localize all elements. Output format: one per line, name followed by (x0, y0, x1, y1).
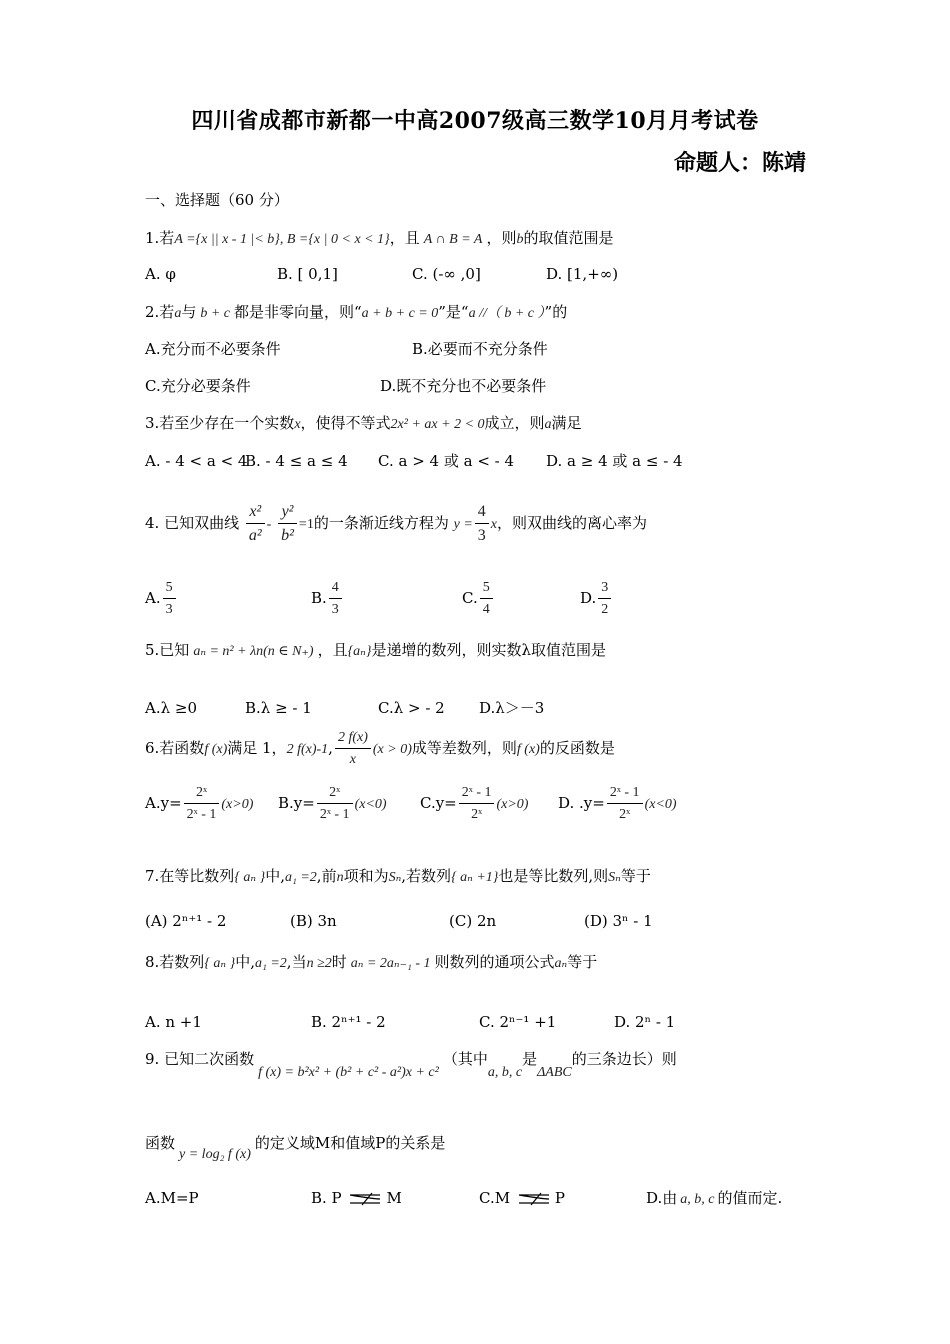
q4-part-2: 的一条渐近线方程为 (313, 514, 449, 532)
q2-option-b: B.必要而不充分条件 (412, 340, 548, 358)
q6-part-2: 满足 1， (227, 739, 287, 757)
q2-option-a: A.充分而不必要条件 (145, 340, 281, 358)
q8-an: aₙ (554, 956, 568, 971)
q6-frac: $\frac{2 f(x)}{x}$ (335, 731, 371, 767)
q5-option-d: D.λ＞－3 (479, 699, 545, 717)
q5-part-1: 5.已知 (145, 641, 190, 659)
q3-option-c: C. a > 4 或 a < - 4 (378, 452, 515, 470)
q4-eq: =1 (298, 517, 314, 532)
q9-log: y = log₂ f (x) (179, 1147, 251, 1162)
q5-part-2: ，且 (317, 641, 348, 659)
q7-option-b: (B) 3n (290, 912, 337, 930)
q5-part-3: 是递增的数列，则实数λ取值范围是 (371, 641, 606, 659)
q6-part-4: 的反函数是 (539, 739, 615, 757)
q5-option-c: C.λ > - 2 (378, 699, 445, 717)
q8-part-1: 8.若数列 (145, 953, 205, 971)
q8-seq: { aₙ } (204, 956, 236, 971)
q3-option-b: B. - 4 ≤ a ≤ 4 (245, 452, 348, 470)
q2-bc: b + c (200, 306, 230, 321)
q7-part-5: ,若数列 (401, 867, 452, 885)
q7-s: Sₙ (388, 870, 402, 885)
q9-part-6: 的定义域M和值域P的关系是 (254, 1134, 446, 1152)
q8-cond: n ≥2 (306, 956, 332, 971)
q5-formula: aₙ = n² + λn(n ∈ N₊) (193, 644, 314, 659)
q3-part-2: ，使得不等式 (300, 414, 391, 432)
q4-y: y = (453, 517, 473, 532)
q6-f2: f (x) (516, 742, 540, 757)
q2-option-d: D.既不充分也不必要条件 (380, 377, 547, 395)
question-6: 6.若函数f (x)满足 1，2 f(x)-1, $\frac{2 f(x)}{x}$ (x > 0)成等差数列，则f (x)的反函数是 (145, 730, 615, 767)
q9-part-4: 的三条边长）则 (571, 1050, 677, 1068)
q5-option-a: A.λ ≥0 (145, 699, 197, 717)
q1-tail-pre: ，则 (486, 229, 517, 247)
q9-function: f (x) = b²x² + (b² + c² - a²)x + c² (258, 1065, 439, 1080)
q7-seq2: { aₙ +1} (451, 870, 499, 885)
q8-part-3: ,当 (286, 953, 307, 971)
q2-part-4: ”是“ (438, 303, 469, 321)
q7-part-7: 等于 (620, 867, 651, 885)
q3-part-1: 3.若至少存在一个实数 (145, 414, 295, 432)
question-9 (145, 1049, 677, 1080)
q2-part-5: ”的 (544, 303, 568, 321)
q5-seq: {aₙ} (347, 644, 372, 659)
q4-option-b: B. $\frac{4}{3}$ (311, 576, 344, 620)
q9-option-a: A.M=P (145, 1189, 199, 1207)
q7-seq: { aₙ } (234, 870, 266, 885)
q1-option-c: C. (-∞ ,0] (412, 265, 481, 283)
question-3 (145, 413, 582, 435)
question-5 (145, 640, 606, 662)
q2-part-2: 与 (181, 303, 197, 321)
section-heading: 一、选择题（60 分） (145, 191, 289, 209)
q4-option-a: A. $\frac{5}{3}$ (145, 576, 178, 620)
q6-cond: (x > 0) (372, 742, 412, 757)
q6-part-1: 6.若函数 (145, 739, 205, 757)
question-4 (145, 498, 647, 550)
question-9-line-2 (145, 1133, 446, 1162)
q3-part-3: 成立，则 (484, 414, 545, 432)
q8-option-b: B. 2ⁿ⁺¹ - 2 (311, 1013, 386, 1031)
q1-option-b: B. [ 0,1] (277, 265, 338, 283)
q2-a: a (174, 306, 182, 321)
q8-part-5: 则数列的通项公式 (434, 953, 555, 971)
question-1 (145, 228, 613, 250)
q7-part-4: 项和为 (343, 867, 389, 885)
q9-option-d: D.由 a, b, c 的值而定. (646, 1189, 783, 1207)
q5-option-b: B.λ ≥ - 1 (245, 699, 312, 717)
question-7 (145, 866, 651, 888)
q4-part-1: 4. 已知双曲线 (145, 514, 240, 532)
q8-part-2: 中, (235, 953, 255, 971)
q9-option-c: C.M P (479, 1189, 565, 1207)
q4-minus: - (266, 517, 272, 532)
q7-part-3: ,前 (316, 867, 337, 885)
q2-part-1: 2.若 (145, 303, 175, 321)
q6-part-3: 成等差数列，则 (411, 739, 517, 757)
question-8 (145, 952, 597, 974)
q6-term-1: 2 f(x)-1 (286, 742, 329, 757)
q7-s2: Sₙ (608, 870, 621, 885)
q7-part-6: 也是等比数列,则 (498, 867, 609, 885)
q9-part-2: （其中 (442, 1050, 488, 1068)
q3-inequality: 2x² + ax + 2 < 0 (390, 417, 485, 432)
q4-option-d: D. $\frac{3}{2}$ (580, 576, 613, 620)
q7-option-c: (C) 2n (449, 912, 497, 930)
q1-tail: 的取值范围是 (523, 229, 614, 247)
q2-parallel: a //（ b + c ） (468, 306, 545, 321)
q9-triangle: ΔABC (537, 1065, 572, 1080)
q4-option-c: C. $\frac{5}{4}$ (462, 576, 495, 620)
question-2 (145, 302, 567, 324)
q1-condition: A ∩ B = A (423, 232, 483, 247)
exam-title: 四川省成都市新都一中高2007级高三数学10月月考试卷 (191, 108, 759, 134)
q4-frac-slope: $\frac{4}{3}$ (475, 504, 489, 544)
q3-option-a: A. - 4 < a < 4 (145, 452, 248, 470)
q8-recurrence: aₙ = 2aₙ₋₁ - 1 (350, 956, 431, 971)
q9-part-1: 9. 已知二次函数 (145, 1050, 255, 1068)
author-line: 命题人：陈靖 (673, 150, 806, 176)
q9-option-b: B. P M (311, 1189, 402, 1207)
proper-superset-icon (346, 1192, 386, 1206)
q7-a1: a₁ =2 (284, 870, 317, 885)
q8-part-6: 等于 (567, 953, 598, 971)
q2-part-3: 都是非零向量，则“ (234, 303, 362, 321)
q6-f: f (x) (204, 742, 228, 757)
q1-set-a: A ={x || x - 1 |< b}, B ={x | 0 < x < 1} (174, 232, 390, 247)
q3-part-4: 满足 (551, 414, 582, 432)
q3-option-d: D. a ≥ 4 或 a ≤ - 4 (546, 452, 683, 470)
q7-option-d: (D) 3ⁿ - 1 (584, 912, 653, 930)
q7-n: n (336, 870, 344, 885)
q1-option-d: D. [1,+∞) (546, 265, 619, 283)
q8-part-4: 时 (331, 953, 347, 971)
q6-option-b: B.y= $\frac{\text{2ˣ}}{\text{2ˣ - 1}}$ (x<0) (278, 785, 387, 822)
q1-var: b (516, 232, 524, 247)
q9-part-5: 函数 (145, 1134, 176, 1152)
q1-mid: ，且 (389, 229, 420, 247)
q9-abc: a, b, c (487, 1065, 523, 1080)
q8-a1: a₁ =2 (254, 956, 287, 971)
q4-frac-x: $\frac{\text{x²}}{\text{a²}}$ (246, 504, 265, 544)
q6-option-a: A.y= $\frac{\text{2ˣ}}{\text{2ˣ - 1}}$ (x>0) (145, 785, 254, 822)
q2-eq: a + b + c = 0 (361, 306, 439, 321)
q6-option-c: C.y= $\frac{\text{2ˣ - 1}}{\text{2ˣ}}$ (x>0) (420, 785, 529, 822)
q8-option-a: A. n +1 (145, 1013, 202, 1031)
q3-x: x (294, 417, 301, 432)
q4-xv: x (490, 517, 498, 532)
q9-part-3: 是 (522, 1050, 538, 1068)
q1-option-a: A. φ (145, 265, 176, 283)
q7-part-2: 中, (265, 867, 285, 885)
q4-part-3: ，则双曲线的离心率为 (497, 514, 648, 532)
proper-superset-icon (515, 1192, 555, 1206)
q7-option-a: (A) 2ⁿ⁺¹ - 2 (145, 912, 227, 930)
q8-option-d: D. 2ⁿ - 1 (614, 1013, 676, 1031)
q2-option-c: C.充分必要条件 (145, 377, 251, 395)
q8-option-c: C. 2ⁿ⁻¹ +1 (479, 1013, 557, 1031)
q7-part-1: 7.在等比数列 (145, 867, 235, 885)
q3-a: a (544, 417, 552, 432)
q6-option-d: D. .y= $\frac{\text{2ˣ - 1}}{\text{2ˣ}}$ (x<0) (558, 785, 677, 822)
q4-frac-y: $\frac{\text{y²}}{\text{b²}}$ (278, 504, 297, 544)
q1-stem: 1.若 (145, 229, 175, 247)
